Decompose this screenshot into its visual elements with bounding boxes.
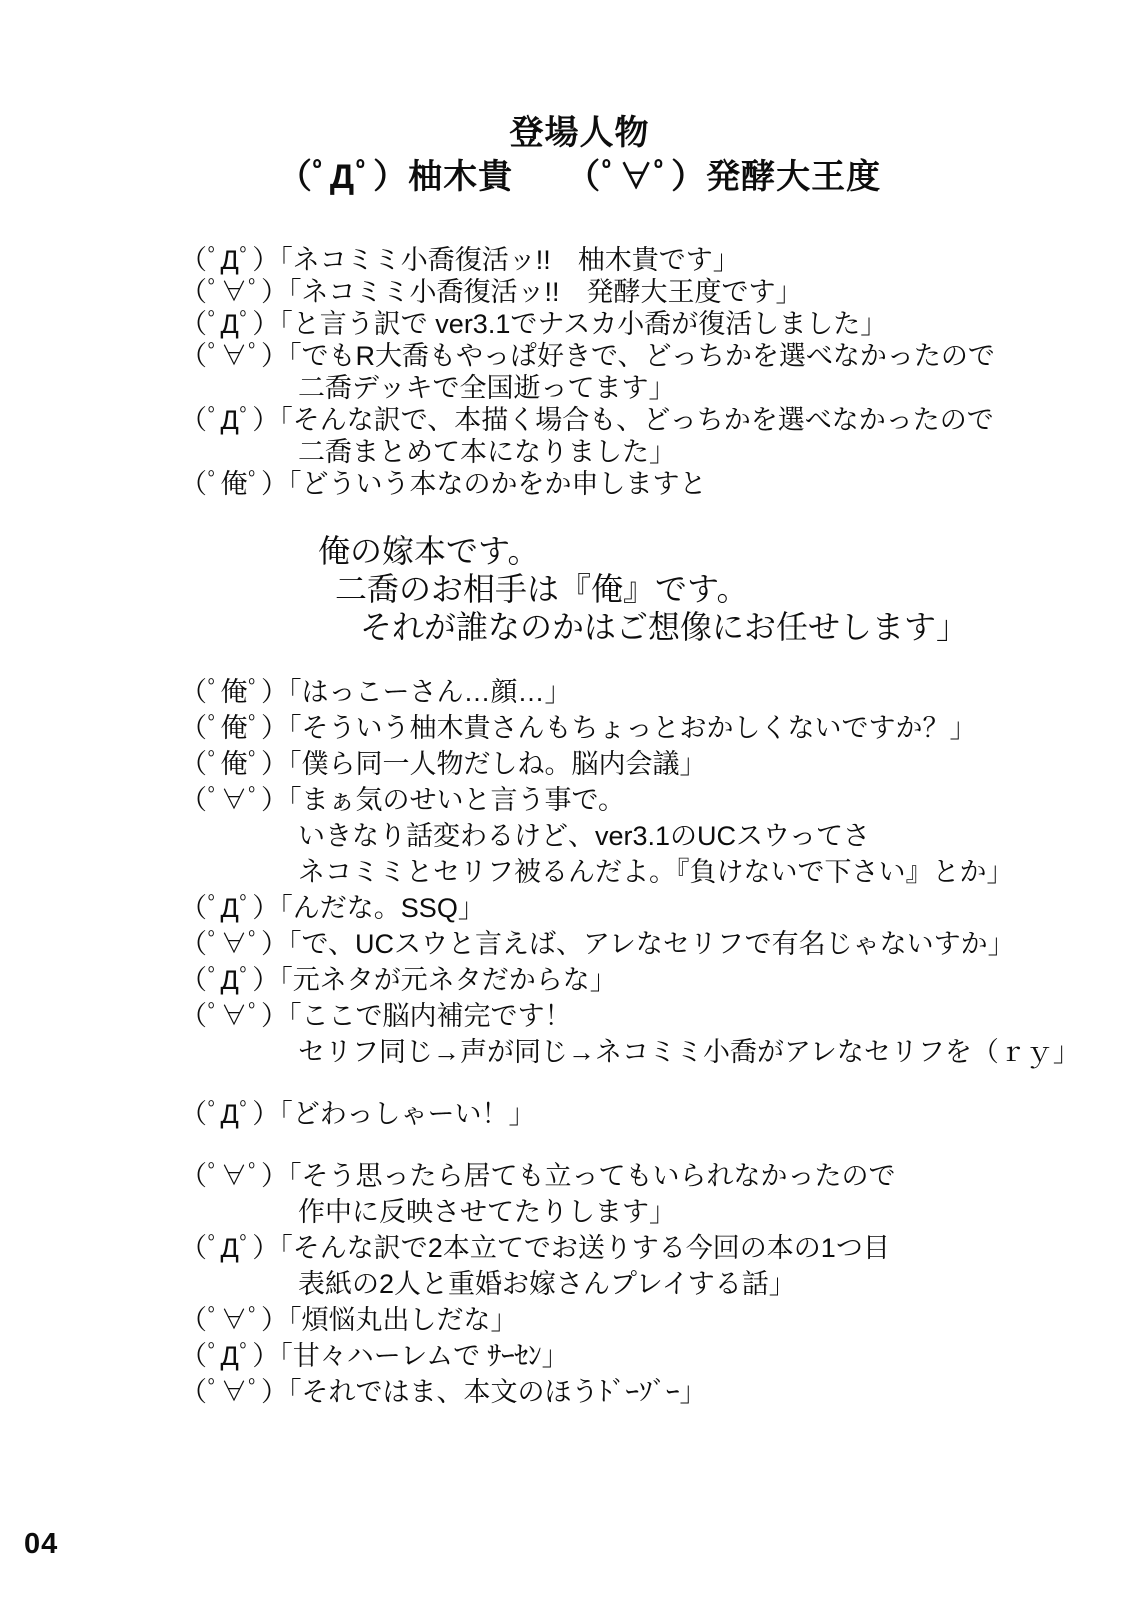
dialogue-line (180, 468, 1125, 500)
dialogue-line (180, 340, 1125, 372)
dialogue-line (180, 308, 1125, 340)
dialogue-text: 「でもR大喬もやっぱ好きで、どっちかを選べなかったので (288, 341, 995, 371)
emoticon-speaker: （ﾟДﾟ） (180, 245, 280, 275)
dialogue-line (180, 854, 1125, 890)
emoticon-speaker: （ﾟ俺ﾟ） (180, 713, 288, 743)
dialogue-text: 「そんな訳で、本描く場合も、どっちかを選べなかったので (279, 405, 994, 435)
dialogue-text: 「そう思ったら居ても立ってもいられなかったので (288, 1161, 896, 1191)
dialogue-text: 「んだな。SSQ」 (279, 893, 485, 923)
dialogue-line (180, 1338, 1125, 1374)
dialogue-text: 「と言う訳で ver3.1でナスカ小喬が復活しました」 (279, 309, 888, 339)
dialogue-block-1 (180, 244, 1125, 500)
dialogue-text: ネコミミとセリフ被るんだよ。『負けないで下さい』とか」 (298, 857, 1014, 887)
emoticon-speaker: （ﾟ俺ﾟ） (180, 749, 288, 779)
emoticon-speaker: （ﾟ∀ﾟ） (180, 929, 288, 959)
dialogue-line (180, 674, 1125, 710)
dialogue-line (180, 818, 1125, 854)
dialogue-text: 「どわっしゃーい！」 (279, 1099, 536, 1129)
dialogue-line (180, 276, 1125, 308)
emoticon-speaker: （ﾟ俺ﾟ） (180, 677, 288, 707)
dialogue-text: 二喬まとめて本になりました」 (298, 437, 676, 467)
dialogue-line (180, 1096, 1125, 1132)
emoticon-speaker: （ﾟДﾟ） (180, 405, 280, 435)
dialogue-line (180, 1158, 1125, 1194)
dialogue-text: 「そういう柚木貴さんもちょっとおかしくないですか？」 (288, 713, 977, 743)
emoticon-speaker: （ﾟДﾟ） (180, 1233, 280, 1263)
dialogue-line (180, 404, 1125, 436)
dialogue-text: 「ここで脳内補完です！ (288, 1001, 572, 1031)
character-intro-line: （ﾟДﾟ）柚木貴 （ﾟ∀ﾟ）発酵大王度 (277, 158, 882, 196)
dialogue-text: 「甘々ハーレムで ｻｰｾﾝ」 (279, 1341, 569, 1371)
dialogue-line (180, 962, 1125, 998)
dialogue-text: 「それではま、本文のほうﾄﾞｰｿﾞｰ」 (288, 1377, 707, 1407)
emoticon-speaker: （ﾟ∀ﾟ） (180, 1377, 288, 1407)
dialogue-line (180, 1302, 1125, 1338)
emoticon-speaker: （ﾟ俺ﾟ） (180, 469, 288, 499)
dialogue-text: 「で、UCスウと言えば、アレなセリフで有名じゃないすか」 (288, 929, 1015, 959)
dialogue-text: 「そんな訳で2本立てでお送りする今回の本の1つ目 (279, 1233, 890, 1263)
dialogue-text: 「ネコミミ小喬復活ッ!! 発酵大王度です」 (288, 277, 803, 307)
emoticon-speaker: （ﾟ∀ﾟ） (180, 785, 288, 815)
dialogue-text: いきなり話変わるけど、ver3.1のUCスウってさ (298, 821, 870, 851)
dialogue-text: 「僕ら同一人物だしね。脳内会議」 (288, 749, 707, 779)
emoticon-speaker: （ﾟ∀ﾟ） (180, 1161, 288, 1191)
dialogue-line (180, 926, 1125, 962)
highlight-line: 俺の嫁本です。 (318, 533, 540, 569)
emoticon-speaker: （ﾟ∀ﾟ） (180, 1001, 288, 1031)
dialogue-text: 二喬デッキで全国逝ってます」 (298, 373, 676, 403)
dialogue-line (180, 746, 1125, 782)
dialogue-text: 表紙の2人と重婚お嫁さんプレイする話」 (298, 1269, 796, 1299)
dialogue-text: 「元ネタが元ネタだからな」 (279, 965, 617, 995)
emoticon-speaker: （ﾟДﾟ） (180, 893, 280, 923)
highlight-line: それが誰なのかはご想像にお任せします」 (360, 609, 969, 645)
emoticon-speaker: （ﾟДﾟ） (180, 1099, 280, 1129)
emoticon-speaker: （ﾟ∀ﾟ） (180, 341, 288, 371)
dialogue-text: 「まぁ気のせいと言う事で。 (288, 785, 625, 815)
dialogue-text: 「煩悩丸出しだな」 (288, 1305, 518, 1335)
dialogue-line (180, 1230, 1125, 1266)
dialogue-line (180, 244, 1125, 276)
dialogue-line (180, 1194, 1125, 1230)
dialogue-line (180, 782, 1125, 818)
dialogue-text: 作中に反映させてたりします」 (298, 1197, 676, 1227)
emoticon-speaker: （ﾟДﾟ） (180, 309, 280, 339)
dialogue-line (180, 890, 1125, 926)
emoticon-speaker: （ﾟДﾟ） (180, 965, 280, 995)
emoticon-speaker: （ﾟДﾟ） (180, 1341, 280, 1371)
dialogue-line (180, 436, 1125, 468)
dialogue-line (180, 1034, 1125, 1070)
page-heading (0, 0, 1125, 200)
page-number: 04 (24, 1528, 59, 1560)
dialogue-text: 「はっこーさん…顔…」 (288, 677, 572, 707)
dialogue-line (180, 710, 1125, 746)
dialogue-text: 「どういう本なのかをか申しますと (288, 469, 707, 499)
highlight-line: 二喬のお相手は『俺』です。 (335, 571, 749, 607)
dialogue-line (180, 372, 1125, 404)
dialogue-text: 「ネコミミ小喬復活ッ!! 柚木貴です」 (279, 245, 740, 275)
emoticon-speaker: （ﾟ∀ﾟ） (180, 277, 288, 307)
highlight-block (318, 532, 1125, 646)
dialogue-line (180, 1374, 1125, 1410)
emoticon-speaker: （ﾟ∀ﾟ） (180, 1305, 288, 1335)
dialogue-line (180, 998, 1125, 1034)
dialogue-line (180, 1266, 1125, 1302)
page-title: 登場人物 (509, 114, 650, 152)
dialogue-block-2 (180, 674, 1125, 1410)
dialogue-text: セリフ同じ→声が同じ→ネコミミ小喬がアレなセリフを（ｒｙ」 (298, 1037, 1080, 1067)
